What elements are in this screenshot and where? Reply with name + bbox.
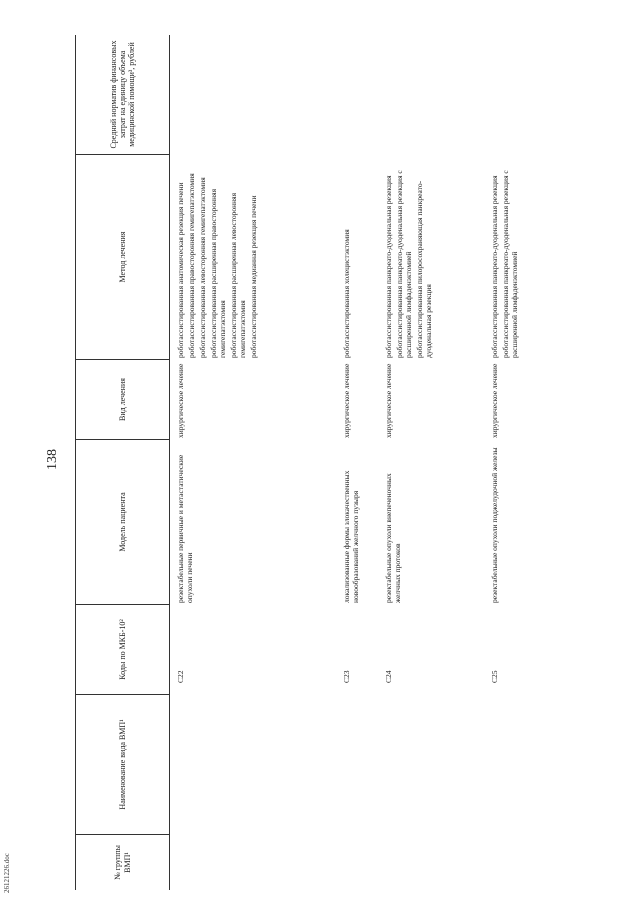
page-number: 138 — [45, 449, 60, 471]
row-c22-code: C22 — [176, 670, 185, 683]
method-item: роботассистированная панкреато-дуоденальная резекция — [384, 175, 393, 358]
header-avg-cost: Средний норматив финансовых затрат на единицу объема медицинской помощи³, рублей — [76, 35, 169, 155]
header-vmp-name: Наименование вида ВМП¹ — [76, 695, 169, 835]
method-item: роботассистированная панкреато-дуоденальная резекция с расширенной лимфаденэктомией — [501, 170, 519, 358]
header-treatment-method: Метод лечения — [76, 155, 169, 360]
header-mkb-codes: Коды по МКБ-10² — [76, 605, 169, 695]
row-c25-type: хирургическое лечение — [490, 363, 499, 438]
method-item: роботассистированная правосторонняя гемигепатэктомия — [187, 173, 196, 358]
footer-filename: 26121226.doc — [3, 853, 11, 893]
header-group-no: № группы ВМП¹ — [113, 845, 132, 880]
row-c24-model: резектабельные опухоли внепеченочных желчных протоков — [384, 473, 402, 603]
method-item: роботассистированная пилоросохраняющая панкреато-дуоденальная резекция — [415, 180, 433, 358]
rotated-table-frame — [75, 35, 590, 890]
row-c23-model: локализованные формы злокачественных новообразований желчного пузыря — [342, 470, 360, 603]
row-c23-code: C23 — [342, 670, 351, 683]
row-c22-type: хирургическое лечение — [176, 363, 185, 438]
row-c25-methods — [490, 158, 521, 358]
row-c24-methods — [384, 158, 435, 358]
header-patient-model: Модель пациента — [76, 440, 169, 605]
row-c23-methods — [342, 158, 353, 358]
header-treatment-type: Вид лечения — [76, 360, 169, 440]
table-body — [170, 35, 590, 890]
vmp-table — [75, 35, 590, 890]
method-item: роботассистированная холецистэктомия — [342, 229, 351, 358]
row-c24-type: хирургическое лечение — [384, 363, 393, 438]
row-c22-methods — [176, 158, 260, 358]
method-item: роботассистированная левосторонняя гемигепатэктомия — [198, 177, 207, 358]
method-item: роботассистированная расширенная правосторонняя гемигепатэктомия — [209, 188, 227, 358]
method-item: роботассистированная анатомическая резекция печени — [176, 182, 185, 358]
row-c25-code: C25 — [490, 670, 499, 683]
method-item: роботассистированная медианная резекция печени — [249, 195, 258, 358]
row-c25-model: резектабельные опухоли поджелудочной железы — [490, 447, 499, 603]
row-c24-code: C24 — [384, 670, 393, 683]
table-header — [75, 35, 170, 890]
row-c22-model: резектабельные первичные и метастатические опухоли печени — [176, 454, 194, 603]
method-item: роботассистированная расширенная левосторонняя гемигепатэктомия — [229, 192, 247, 358]
method-item: роботассистированная панкреато-дуоденальная резекция с расширенной лимфаденэктомией — [395, 170, 413, 358]
row-c23-type: хирургическое лечение — [342, 363, 351, 438]
method-item: роботассистированная панкреато-дуоденальная резекция — [490, 175, 499, 358]
